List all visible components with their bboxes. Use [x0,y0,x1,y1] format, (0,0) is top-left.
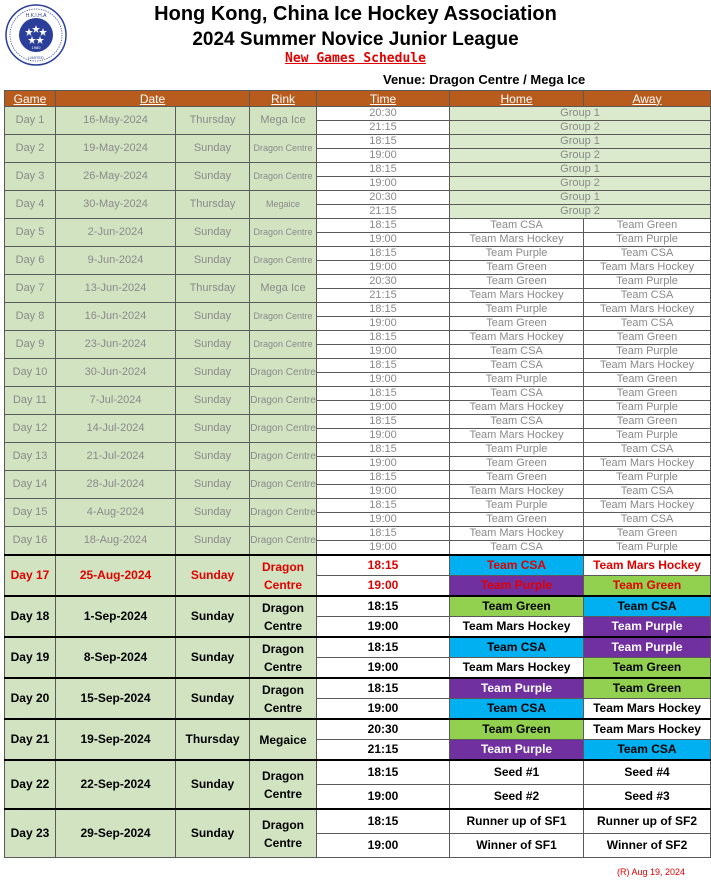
weekday-cell: Sunday [176,678,250,719]
rink-cell: Mega Ice [250,107,317,135]
rink-cell: Dragon Centre [250,247,317,275]
time-cell: 18:15 [317,596,450,617]
time-cell: 18:15 [317,443,450,457]
table-row [5,719,711,740]
away-team-cell: Team Mars Hockey [584,555,711,576]
away-team-cell: Team Purple [584,401,711,415]
weekday-cell: Thursday [176,275,250,303]
table-row [5,471,711,485]
away-team-cell: Team Purple [584,275,711,289]
title-line-2: 2024 Summer Novice Junior League [192,29,519,50]
weekday-cell: Sunday [176,637,250,678]
rink-cell: Dragon Centre [250,443,317,471]
home-team-cell: Team Mars Hockey [450,233,584,247]
table-row [5,219,711,233]
weekday-cell: Sunday [176,415,250,443]
table-row [5,760,711,785]
time-cell: 19:00 [317,785,450,810]
away-team-cell: Team CSA [584,247,711,261]
home-team-cell: Team Purple [450,443,584,457]
home-team-cell: Team Green [450,261,584,275]
home-team-cell: Team CSA [450,555,584,576]
away-team-cell: Team Mars Hockey [584,261,711,275]
away-team-cell: Team Purple [584,233,711,247]
weekday-cell: Sunday [176,555,250,596]
table-row [5,443,711,457]
home-team-cell: Team Purple [450,303,584,317]
title-line-1: Hong Kong, China Ice Hockey Association [154,3,557,25]
home-team-cell: Team Mars Hockey [450,331,584,345]
home-team-cell: Team Green [450,275,584,289]
home-team-cell: Team CSA [450,699,584,720]
day-label: Day 14 [5,471,56,499]
time-cell: 18:15 [317,163,450,177]
time-cell: 19:00 [317,541,450,556]
col-header-away: Away [584,91,711,107]
home-team-cell: Team Mars Hockey [450,289,584,303]
group-cell: Group 1 [450,163,711,177]
table-row [5,527,711,541]
time-cell: 18:15 [317,387,450,401]
home-team-cell: Team Purple [450,678,584,699]
group-cell: Group 2 [450,177,711,191]
away-team-cell: Team Mars Hockey [584,699,711,720]
away-team-cell: Team Purple [584,429,711,443]
weekday-cell: Sunday [176,219,250,247]
home-team-cell: Team Purple [450,499,584,513]
table-row [5,359,711,373]
day-label: Day 11 [5,387,56,415]
away-team-cell: Team CSA [584,740,711,761]
home-team-cell: Team Purple [450,373,584,387]
date-cell: 14-Jul-2024 [56,415,176,443]
away-team-cell: Team Mars Hockey [584,359,711,373]
weekday-cell: Sunday [176,163,250,191]
away-team-cell: Team Green [584,576,711,597]
date-cell: 1-Sep-2024 [56,596,176,637]
weekday-cell: Sunday [176,443,250,471]
day-label: Day 22 [5,760,56,809]
date-cell: 18-Aug-2024 [56,527,176,556]
away-team-cell: Team Purple [584,471,711,485]
home-team-cell: Winner of SF1 [450,834,584,858]
col-header-date: Date [56,91,250,107]
table-row [5,678,711,699]
date-cell: 30-May-2024 [56,191,176,219]
day-label: Day 13 [5,443,56,471]
time-cell: 21:15 [317,121,450,135]
time-cell: 19:00 [317,317,450,331]
time-cell: 21:15 [317,205,450,219]
home-team-cell: Team CSA [450,387,584,401]
away-team-cell: Team CSA [584,485,711,499]
day-label: Day 17 [5,555,56,596]
time-cell: 18:15 [317,809,450,834]
date-cell: 4-Aug-2024 [56,499,176,527]
time-cell: 20:30 [317,275,450,289]
date-cell: 19-Sep-2024 [56,719,176,760]
day-label: Day 7 [5,275,56,303]
home-team-cell: Team CSA [450,359,584,373]
rink-cell: Dragon Centre [250,415,317,443]
col-header-rink: Rink [250,91,317,107]
home-team-cell: Team Green [450,471,584,485]
home-team-cell: Team CSA [450,219,584,233]
time-cell: 19:00 [317,233,450,247]
date-cell: 7-Jul-2024 [56,387,176,415]
day-label: Day 21 [5,719,56,760]
home-team-cell: Seed #2 [450,785,584,810]
time-cell: 18:15 [317,471,450,485]
home-team-cell: Team Purple [450,247,584,261]
time-cell: 19:00 [317,401,450,415]
time-cell: 19:00 [317,149,450,163]
table-row [5,303,711,317]
away-team-cell: Team Green [584,219,711,233]
time-cell: 19:00 [317,457,450,471]
table-row [5,809,711,834]
home-team-cell: Runner up of SF1 [450,809,584,834]
time-cell: 19:00 [317,177,450,191]
weekday-cell: Sunday [176,809,250,858]
table-row [5,596,711,617]
date-cell: 23-Jun-2024 [56,331,176,359]
rink-cell: Dragon Centre [250,596,317,637]
weekday-cell: Thursday [176,107,250,135]
table-row [5,191,711,205]
rink-cell: Mega Ice [250,275,317,303]
day-label: Day 9 [5,331,56,359]
home-team-cell: Team CSA [450,345,584,359]
group-cell: Group 2 [450,205,711,219]
day-label: Day 23 [5,809,56,858]
table-row [5,163,711,177]
home-team-cell: Team Mars Hockey [450,429,584,443]
day-label: Day 4 [5,191,56,219]
group-cell: Group 1 [450,135,711,149]
rink-cell: Dragon Centre [250,809,317,858]
rink-cell: Dragon Centre [250,219,317,247]
date-cell: 21-Jul-2024 [56,443,176,471]
group-cell: Group 2 [450,149,711,163]
rink-cell: Dragon Centre [250,527,317,556]
weekday-cell: Sunday [176,387,250,415]
table-row [5,637,711,658]
schedule-body [5,107,711,858]
home-team-cell: Team Mars Hockey [450,401,584,415]
day-label: Day 1 [5,107,56,135]
rink-cell: Dragon Centre [250,331,317,359]
away-team-cell: Team Purple [584,541,711,556]
revision-date: (R) Aug 19, 2024 [617,867,686,877]
day-label: Day 2 [5,135,56,163]
rink-cell: Dragon Centre [250,303,317,331]
group-cell: Group 2 [450,121,711,135]
time-cell: 21:15 [317,289,450,303]
home-team-cell: Team CSA [450,415,584,429]
time-cell: 18:15 [317,303,450,317]
away-team-cell: Team Green [584,331,711,345]
home-team-cell: Team Purple [450,576,584,597]
time-cell: 18:15 [317,760,450,785]
time-cell: 19:00 [317,513,450,527]
weekday-cell: Sunday [176,596,250,637]
home-team-cell: Team Green [450,513,584,527]
time-cell: 19:00 [317,617,450,638]
date-cell: 26-May-2024 [56,163,176,191]
away-team-cell: Team Mars Hockey [584,457,711,471]
logo-year-text: 1980 [31,45,41,50]
home-team-cell: Team CSA [450,541,584,556]
away-team-cell: Team CSA [584,289,711,303]
venue-label: Venue: Dragon Centre / Mega Ice [383,72,586,87]
rink-cell: Dragon Centre [250,555,317,596]
weekday-cell: Sunday [176,331,250,359]
time-cell: 18:15 [317,678,450,699]
table-row [5,247,711,261]
time-cell: 20:30 [317,191,450,205]
away-team-cell: Team Mars Hockey [584,719,711,740]
time-cell: 19:00 [317,429,450,443]
rink-cell: Dragon Centre [250,359,317,387]
date-cell: 30-Jun-2024 [56,359,176,387]
time-cell: 18:15 [317,555,450,576]
weekday-cell: Sunday [176,303,250,331]
home-team-cell: Team Mars Hockey [450,527,584,541]
time-cell: 19:00 [317,485,450,499]
time-cell: 18:15 [317,331,450,345]
rink-cell: Dragon Centre [250,163,317,191]
logo-top-text: H.K.I.H.A [25,13,47,19]
day-label: Day 3 [5,163,56,191]
home-team-cell: Team Green [450,317,584,331]
time-cell: 18:15 [317,219,450,233]
time-cell: 18:15 [317,135,450,149]
weekday-cell: Thursday [176,191,250,219]
weekday-cell: Sunday [176,527,250,556]
day-label: Day 15 [5,499,56,527]
home-team-cell: Team Mars Hockey [450,617,584,638]
time-cell: 19:00 [317,261,450,275]
home-team-cell: Team Green [450,719,584,740]
day-label: Day 8 [5,303,56,331]
date-cell: 22-Sep-2024 [56,760,176,809]
time-cell: 20:30 [317,107,450,121]
day-label: Day 10 [5,359,56,387]
weekday-cell: Sunday [176,760,250,809]
weekday-cell: Thursday [176,719,250,760]
away-team-cell: Team CSA [584,443,711,457]
day-label: Day 5 [5,219,56,247]
time-cell: 18:15 [317,527,450,541]
away-team-cell: Team Green [584,678,711,699]
away-team-cell: Seed #4 [584,760,711,785]
away-team-cell: Team Purple [584,617,711,638]
date-cell: 13-Jun-2024 [56,275,176,303]
rink-cell: Megaice [250,191,317,219]
day-label: Day 16 [5,527,56,556]
header-row [5,91,711,107]
table-row [5,415,711,429]
away-team-cell: Runner up of SF2 [584,809,711,834]
away-team-cell: Team Green [584,658,711,679]
time-cell: 19:00 [317,373,450,387]
date-cell: 16-May-2024 [56,107,176,135]
home-team-cell: Seed #1 [450,760,584,785]
time-cell: 19:00 [317,834,450,858]
day-label: Day 20 [5,678,56,719]
time-cell: 20:30 [317,719,450,740]
day-label: Day 12 [5,415,56,443]
subtitle: New Games Schedule [285,51,426,66]
home-team-cell: Team CSA [450,637,584,658]
rink-cell: Dragon Centre [250,471,317,499]
home-team-cell: Team Mars Hockey [450,485,584,499]
rink-cell: Megaice [250,719,317,760]
group-cell: Group 1 [450,107,711,121]
rink-cell: Dragon Centre [250,387,317,415]
time-cell: 18:15 [317,499,450,513]
away-team-cell: Team Green [584,527,711,541]
time-cell: 18:15 [317,637,450,658]
away-team-cell: Team CSA [584,317,711,331]
date-cell: 8-Sep-2024 [56,637,176,678]
away-team-cell: Winner of SF2 [584,834,711,858]
time-cell: 19:00 [317,658,450,679]
away-team-cell: Team Green [584,387,711,401]
table-row [5,107,711,121]
away-team-cell: Team Green [584,415,711,429]
table-row [5,555,711,576]
away-team-cell: Team Purple [584,345,711,359]
group-cell: Group 1 [450,191,711,205]
home-team-cell: Team Mars Hockey [450,658,584,679]
weekday-cell: Sunday [176,499,250,527]
rink-cell: Dragon Centre [250,678,317,719]
day-label: Day 18 [5,596,56,637]
table-row [5,331,711,345]
table-row [5,387,711,401]
table-row [5,135,711,149]
schedule-table [4,90,711,858]
time-cell: 18:15 [317,415,450,429]
away-team-cell: Seed #3 [584,785,711,810]
home-team-cell: Team Green [450,596,584,617]
weekday-cell: Sunday [176,135,250,163]
time-cell: 18:15 [317,359,450,373]
weekday-cell: Sunday [176,247,250,275]
home-team-cell: Team Purple [450,740,584,761]
time-cell: 19:00 [317,576,450,597]
logo-bottom-text: LIMITED [28,55,44,60]
weekday-cell: Sunday [176,471,250,499]
away-team-cell: Team Mars Hockey [584,499,711,513]
rink-cell: Dragon Centre [250,135,317,163]
time-cell: 19:00 [317,699,450,720]
away-team-cell: Team CSA [584,513,711,527]
time-cell: 19:00 [317,345,450,359]
day-label: Day 19 [5,637,56,678]
away-team-cell: Team Purple [584,637,711,658]
col-header-home: Home [450,91,584,107]
table-row [5,499,711,513]
rink-cell: Dragon Centre [250,499,317,527]
away-team-cell: Team Green [584,373,711,387]
date-cell: 25-Aug-2024 [56,555,176,596]
date-cell: 29-Sep-2024 [56,809,176,858]
time-cell: 21:15 [317,740,450,761]
table-row [5,275,711,289]
date-cell: 16-Jun-2024 [56,303,176,331]
date-cell: 19-May-2024 [56,135,176,163]
time-cell: 18:15 [317,247,450,261]
rink-cell: Dragon Centre [250,637,317,678]
col-header-time: Time [317,91,450,107]
rink-cell: Dragon Centre [250,760,317,809]
away-team-cell: Team CSA [584,596,711,617]
date-cell: 15-Sep-2024 [56,678,176,719]
date-cell: 2-Jun-2024 [56,219,176,247]
home-team-cell: Team Green [450,457,584,471]
date-cell: 9-Jun-2024 [56,247,176,275]
away-team-cell: Team Mars Hockey [584,303,711,317]
date-cell: 28-Jul-2024 [56,471,176,499]
day-label: Day 6 [5,247,56,275]
col-header-game: Game [5,91,56,107]
weekday-cell: Sunday [176,359,250,387]
